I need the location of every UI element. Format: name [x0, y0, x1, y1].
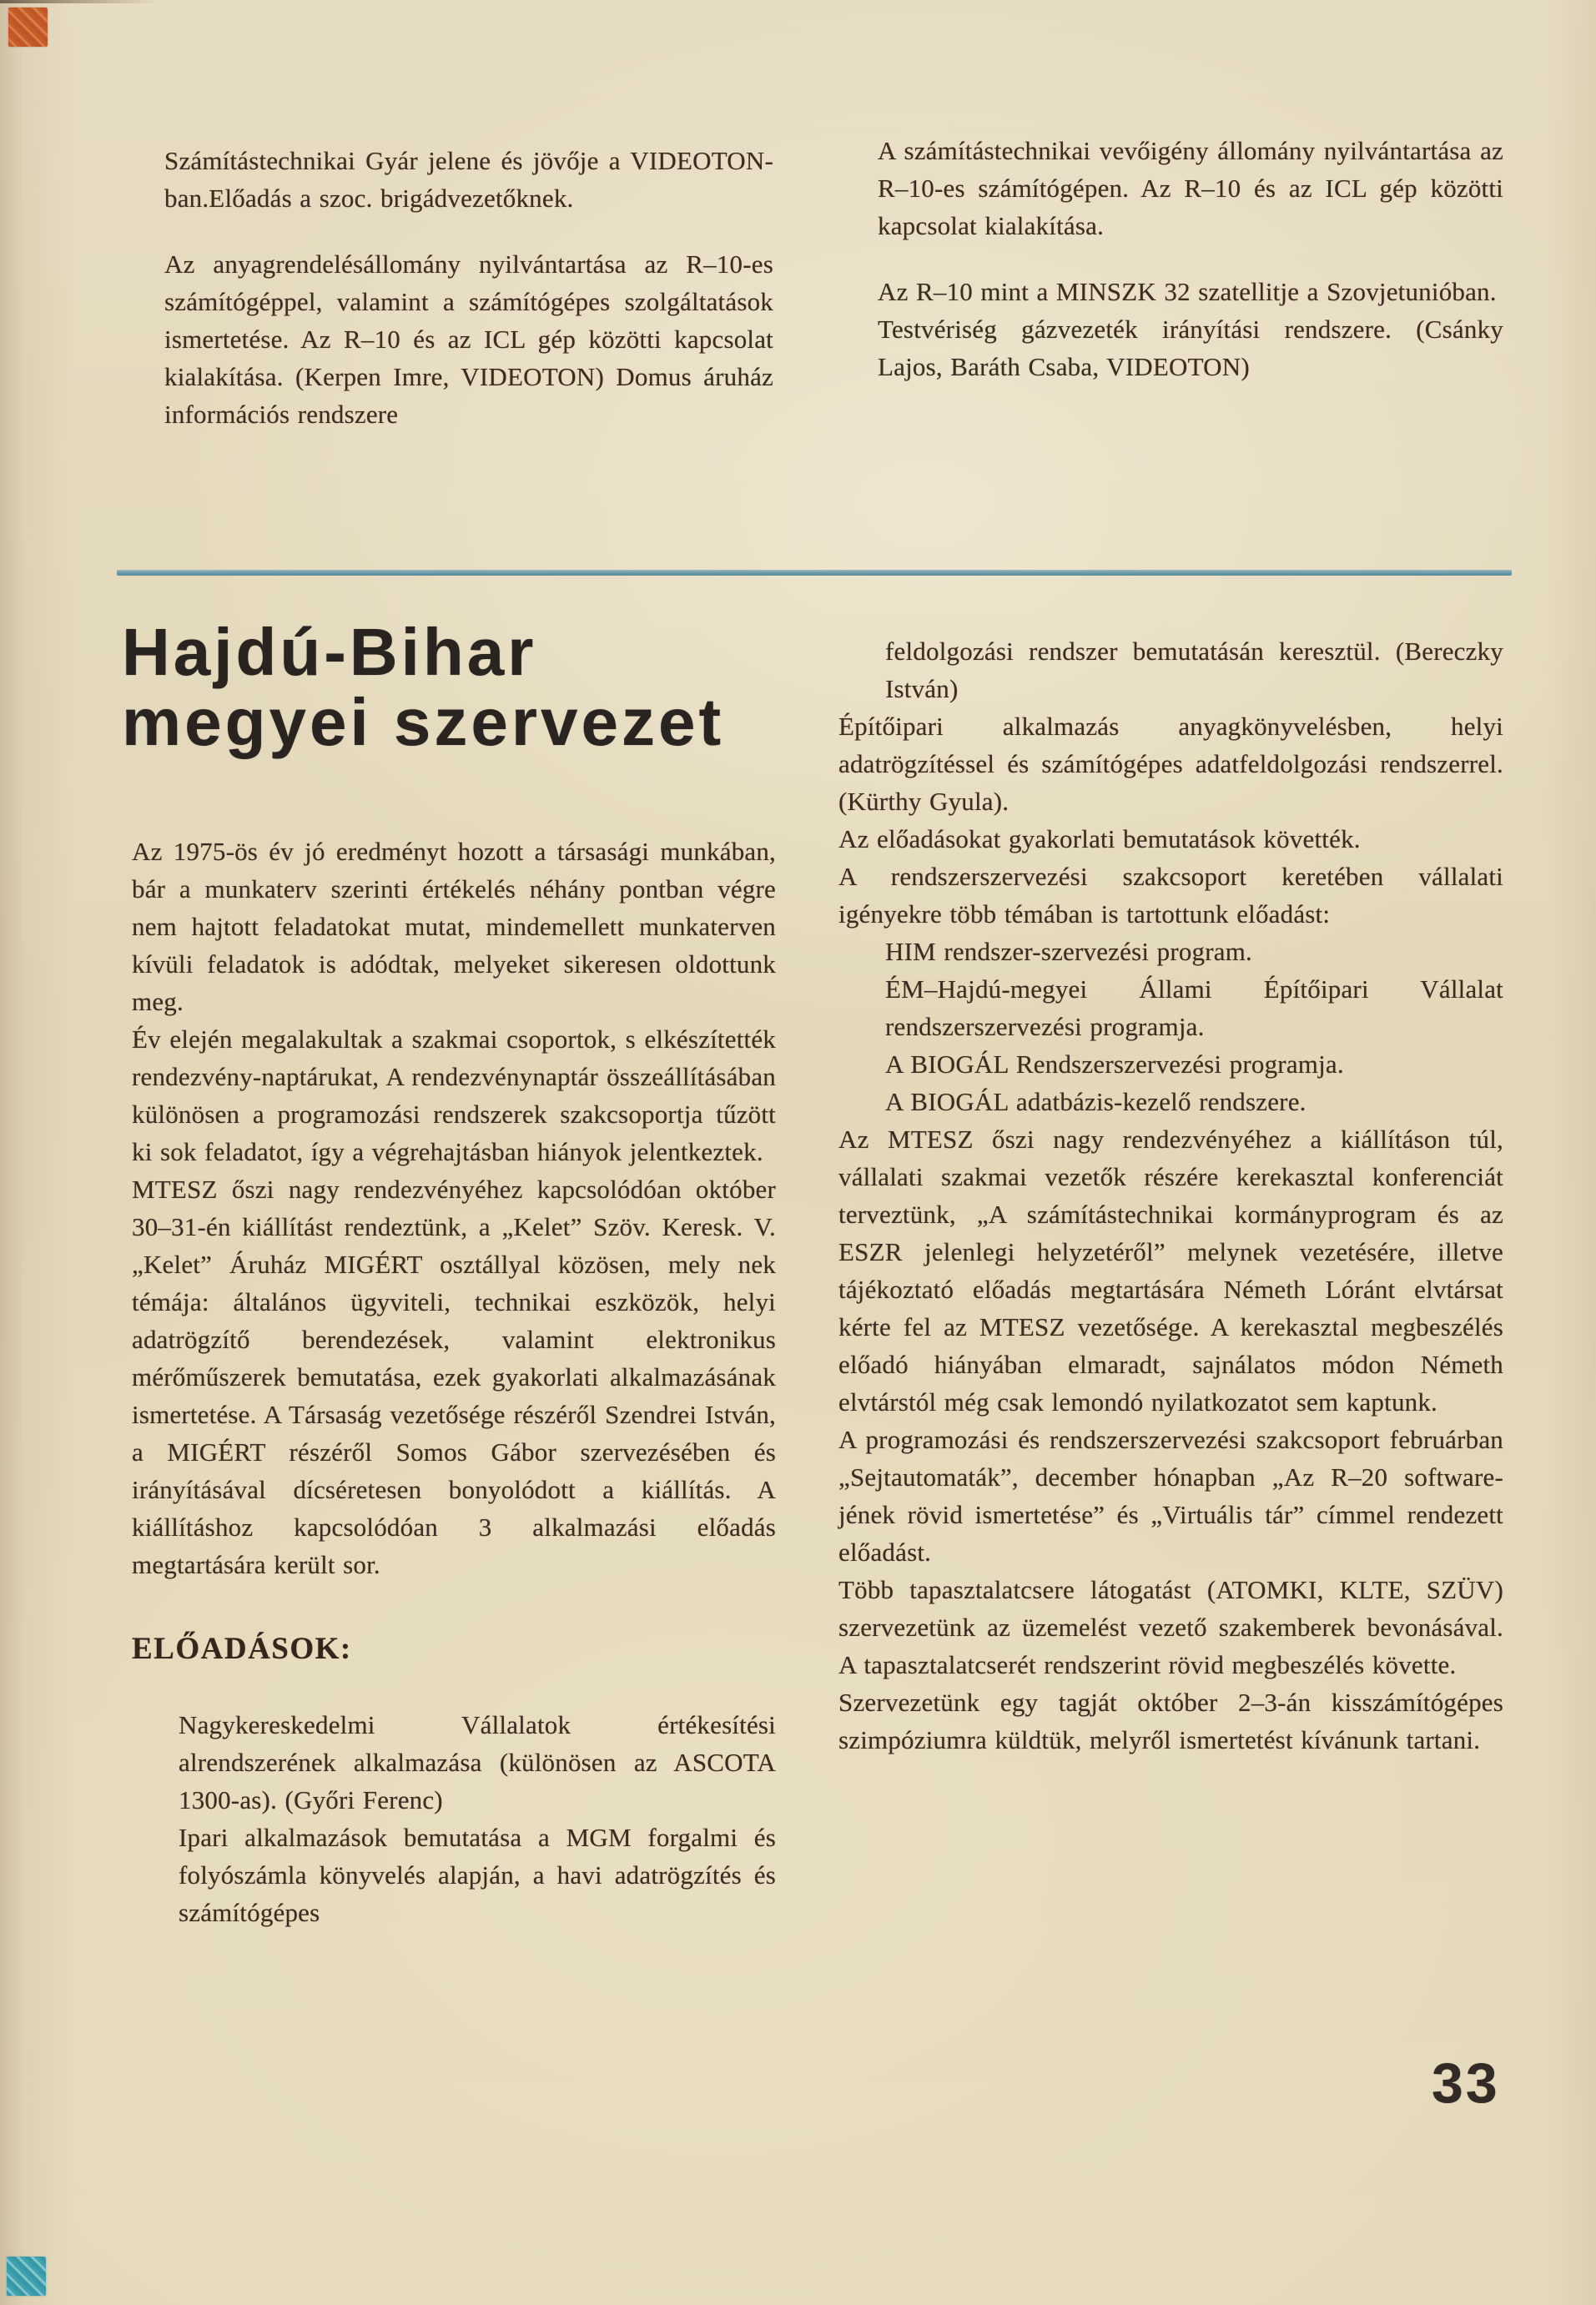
body-paragraph: A programozási és rendszerszervezési szakcsoport februárban „Sejtautomaták”, december hónapban „Az R–20 software-jének rövid ismertetése” és „Virtuális tár” címmel rendezett előadást. — [838, 1425, 1503, 1567]
top-left-column — [164, 142, 773, 433]
page-number: 33 — [1432, 2051, 1500, 2115]
section-title-line2: megyei szervezet — [122, 685, 725, 759]
body-paragraph: Több tapasztalatcsere látogatást (ATOMKI, KLTE, SZÜV) szervezetünk az üzemelést vezető szakemberek bevonásával. A tapasztalatcserét rendszerint rövid megbeszélés követte. — [838, 1575, 1503, 1679]
scan-edge-artifact — [0, 0, 159, 3]
body-paragraph: Év elején megalakultak a szakmai csoportok, s elkészítették rendezvény-naptárukat, A rendezvénynaptár összeállításában különösen a programozási rendszerek szakcsoportja tűzött ki sok feladatot, így a végrehajtásban hiányok jelentkeztek. — [132, 1024, 776, 1166]
lecture-item: feldolgozási rendszer bemutatásán keresztül. (Bereczky István) — [885, 637, 1503, 703]
lecture-item: A BIOGÁL Rendszerszervezési programja. — [885, 1049, 1344, 1079]
section-title — [122, 617, 724, 757]
lecture-item: ÉM–Hajdú-megyei Állami Építőipari Vállalat rendszerszervezési programja. — [885, 974, 1503, 1041]
section-title-line1: Hajdú-Bihar — [122, 615, 537, 689]
body-paragraph: Az 1975-ös év jó eredményt hozott a társasági munkában, bár a munkaterv szerinti értékelés néhány pontban végre nem hajtott feladatokat mutat, mindemellett munkaterven kívüli feladatok is adódtak, melyeket sikeresen oldottunk meg. — [132, 837, 776, 1016]
body-paragraph: Az előadásokat gyakorlati bemutatások követték. — [838, 824, 1361, 853]
lecture-item: Az anyagrendelésállomány nyilvántartása az R–10-es számítógéppel, valamint a számítógépes szolgáltatások ismertetése. Az R–10 és az ICL gép közötti kapcsolat kialakítása. (Kerpen Imre, VIDEOTON) Domus áruház információs rendszere — [164, 249, 773, 429]
subheading-eloadasok: ELŐADÁSOK: — [132, 1632, 352, 1666]
lecture-item: Az R–10 mint a MINSZK 32 szatellitje a Szovjetunióban. — [878, 277, 1497, 306]
lecture-item: A számítástechnikai vevőigény állomány nyilvántartása az R–10-es számítógépen. Az R–10 és az ICL gép közötti kapcsolat kialakítása. — [878, 136, 1503, 240]
body-paragraph: A rendszerszervezési szakcsoport keretében vállalati igényekre több témában is tartottunk előadást: — [838, 862, 1503, 929]
lecture-item: Testvériség gázvezeték irányítási rendszere. (Csánky Lajos, Baráth Csaba, VIDEOTON) — [878, 315, 1503, 381]
body-paragraph: Szervezetünk egy tagját október 2–3-án kisszámítógépes szimpóziumra küldtük, melyről ismertetést kívánunk tartani. — [838, 1688, 1503, 1754]
body-paragraph: Az MTESZ őszi nagy rendezvényéhez a kiállításon túl, vállalati szakmai vezetők részére kerekasztal konferenciát terveztünk, „A számítástechnikai kormányprogram és az ESZR jelenlegi helyzetéről” melynek vezetésére, illetve tájékoztató előadás megtartására Németh Lóránt elvtársat kérte fel az MTESZ vezetősége. A kerekasztal megbeszélés előadó hiányában elmaradt, sajnálatos módon Németh elvtárstól még csak lemondó nyilatkozatot sem kaptunk. — [838, 1125, 1503, 1417]
body-paragraph: Építőipari alkalmazás anyagkönyvelésben, helyi adatrögzítéssel és számítógépes adatfeldolgozási rendszerrel. (Kürthy Gyula). — [838, 712, 1503, 816]
section-divider-rule — [117, 570, 1512, 576]
main-left-column — [132, 833, 776, 1931]
lecture-item: Ipari alkalmazások bemutatása a MGM forgalmi és folyószámla könyvelés alapján, a havi adatrögzítés és számítógépes — [179, 1823, 776, 1927]
orange-registration-mark-icon — [8, 8, 48, 47]
lecture-item: Nagykereskedelmi Vállalatok értékesítési alrendszerének alkalmazása (különösen az ASCOTA 1300-as). (Győri Ferenc) — [179, 1710, 776, 1814]
main-right-column — [838, 632, 1503, 1759]
teal-registration-mark-icon — [7, 2257, 46, 2296]
lecture-item: HIM rendszer-szervezési program. — [885, 937, 1252, 966]
top-right-column — [878, 132, 1503, 385]
lecture-item: A BIOGÁL adatbázis-kezelő rendszere. — [885, 1087, 1307, 1116]
lecture-item: Számítástechnikai Gyár jelene és jövője a VIDEOTON-ban.Előadás a szoc. brigádvezetőknek. — [164, 146, 773, 213]
body-paragraph: MTESZ őszi nagy rendezvényéhez kapcsolódóan október 30–31-én kiállítást rendeztünk, a „Kelet” Szöv. Keresk. V. „Kelet” Áruház MIGÉRT osztállyal közösen, mely nek témája: általános ügyviteli, technikai eszközök, helyi adatrögzítő berendezések, valamint elektronikus mérőműszerek bemutatása, ezek gyakorlati alkalmazásának ismertetése. A Társaság vezetősége részéről Szendrei István, a MIGÉRT részéről Somos Gábor szervezésében és irányításával dícséretesen bonyolódott a kiállítás. A kiállításhoz kapcsolódóan 3 alkalmazási előadás megtartására került sor. — [132, 1175, 776, 1579]
